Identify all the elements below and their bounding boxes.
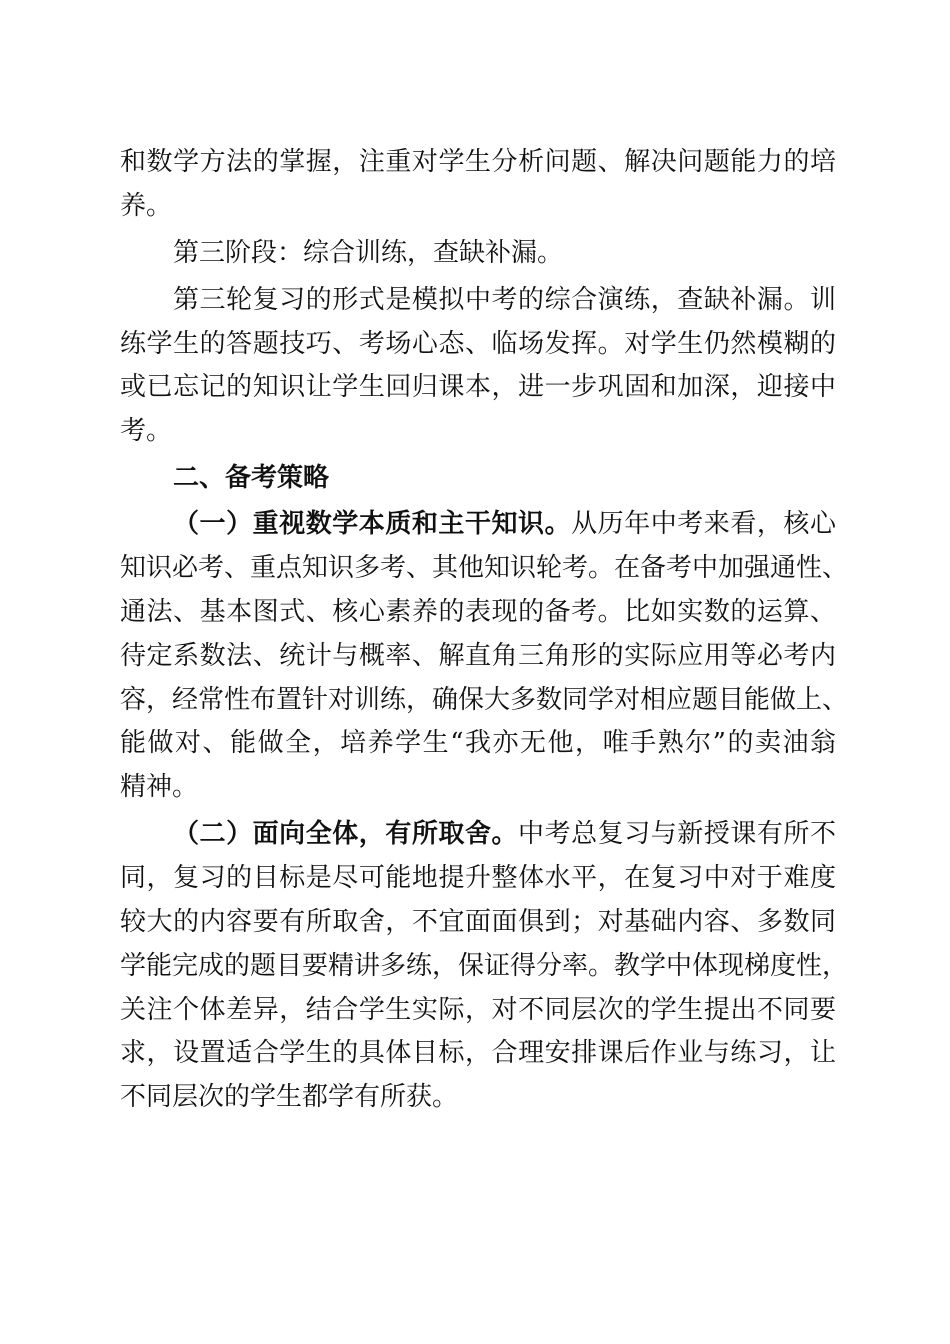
text-line: 不同层次的学生都学有所获。 [120, 1082, 459, 1112]
paragraph-two-rest: 中考总复习与新授课有所不 [518, 819, 836, 849]
text-line: 能做对、能做全，培养学生“我亦无他，唯手熟尔”的卖油翁 [120, 728, 836, 758]
stage-three-title: 第三阶段：综合训练，查缺补漏。 [173, 238, 564, 268]
text-line: 精神。 [120, 772, 199, 802]
text-line: 或已忘记的知识让学生回归课本，进一步巩固和加深，迎接中 [120, 372, 836, 402]
text-line: 考。 [120, 416, 173, 446]
text-line: 养。 [120, 191, 173, 221]
paragraph-one-rest: 从历年中考来看，核心 [571, 509, 836, 539]
text-line: 容，经常性布置针对训练，确保大多数同学对相应题目能做上、 [120, 685, 849, 715]
text-line: 练学生的答题技巧、考场心态、临场发挥。对学生仍然模糊的 [120, 329, 836, 359]
text-line: 待定系数法、统计与概率、解直角三角形的实际应用等必考内 [120, 641, 836, 671]
text-line: 通法、基本图式、核心素养的表现的备考。比如实数的运算、 [120, 597, 836, 627]
text-line: 求，设置适合学生的具体目标，合理安排课后作业与练习，让 [120, 1038, 836, 1068]
paragraph-two-first-line [173, 812, 836, 856]
paragraph-one-lead: （一）重视数学本质和主干知识。 [173, 509, 572, 539]
text-line: 第三轮复习的形式是模拟中考的综合演练，查缺补漏。训 [173, 285, 836, 315]
text-line: 学能完成的题目要精讲多练，保证得分率。教学中体现梯度性， [120, 951, 849, 981]
text-line: 知识必考、重点知识多考、其他知识轮考。在备考中加强通性、 [120, 553, 849, 583]
paragraph-two-lead: （二）面向全体，有所取舍。 [173, 819, 519, 849]
text-line: 和数学方法的掌握，注重对学生分析问题、解决问题能力的培 [120, 147, 836, 177]
text-line: 较大的内容要有所取舍，不宜面面俱到；对基础内容、多数同 [120, 907, 836, 937]
text-line: 关注个体差异，结合学生实际，对不同层次的学生提出不同要 [120, 995, 836, 1025]
section-heading: 二、备考策略 [173, 463, 330, 493]
paragraph-one-first-line [173, 502, 836, 546]
text-line: 同，复习的目标是尽可能地提升整体水平，在复习中对于难度 [120, 863, 836, 893]
